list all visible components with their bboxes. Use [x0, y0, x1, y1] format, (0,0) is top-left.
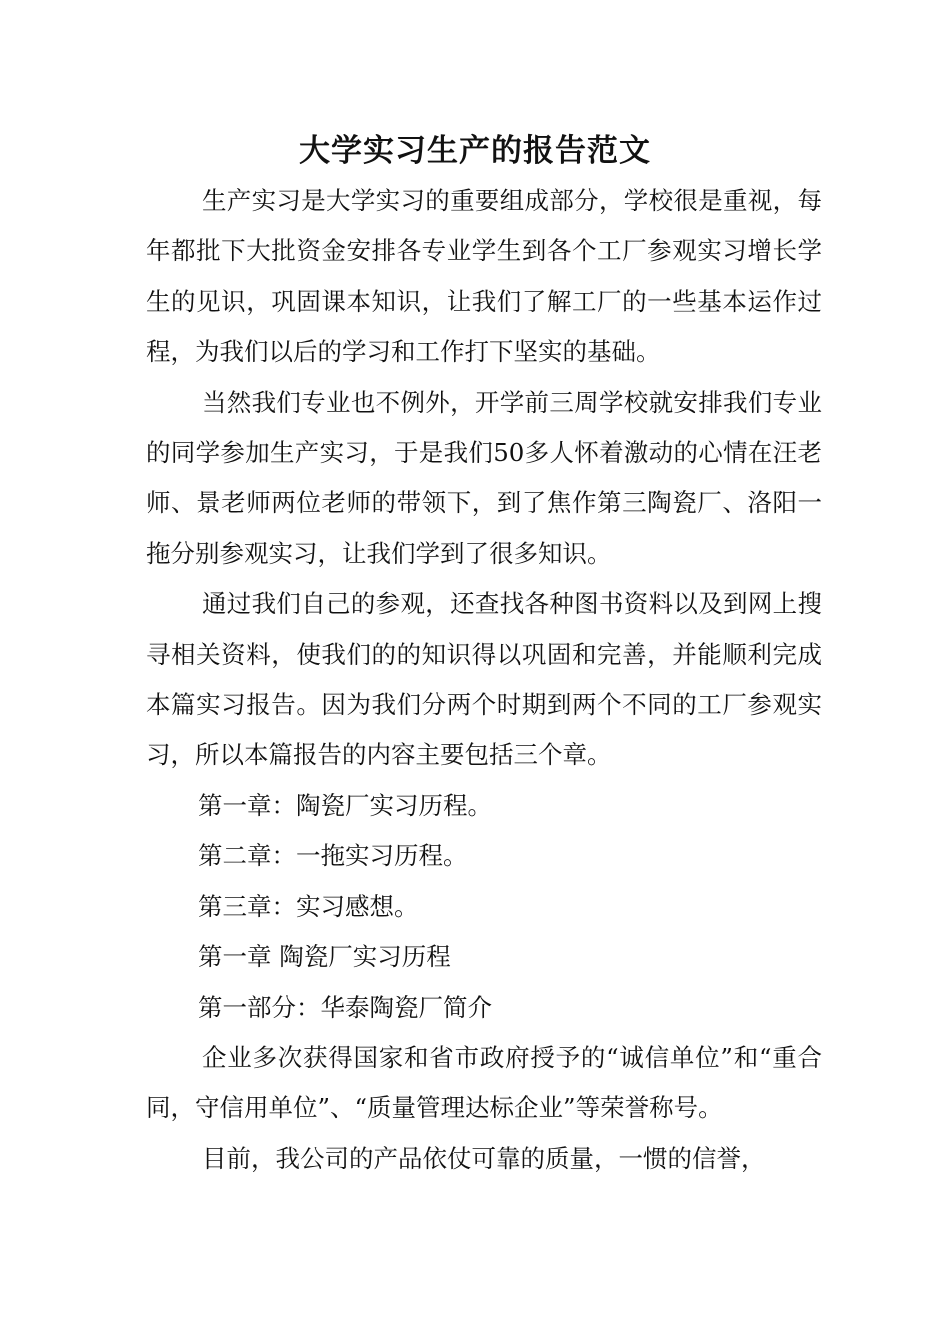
paragraph: 通过我们自己的参观，还查找各种图书资料以及到网上搜寻相关资料，使我们的的知识得以巩固和完善，并能顺利完成本篇实习报告。因为我们分两个时期到两个不同的工厂参观实习，所以本篇报告的内容主要包括三个章。: [146, 589, 822, 770]
section-heading: 第一部分：华泰陶瓷厂简介: [198, 992, 492, 1022]
paragraph: 目前，我公司的产品依仗可靠的质量，一惯的信誉，: [202, 1143, 766, 1173]
chapter-list-item: 第二章：一拖实习历程。: [198, 841, 468, 871]
document-body: [146, 176, 822, 1184]
chapter-list-item: 第三章：实习感想。: [198, 891, 419, 921]
paragraph: 生产实习是大学实习的重要组成部分，学校很是重视，每年都批下大批资金安排各专业学生到各个工厂参观实习增长学生的见识，巩固课本知识，让我们了解工厂的一些基本运作过程，为我们以后的学习和工作打下坚实的基础。: [146, 186, 822, 367]
paragraph: 企业多次获得国家和省市政府授予的“诚信单位”和“重合同，守信用单位”、“质量管理达标企业”等荣誉称号。: [146, 1042, 822, 1123]
chapter-heading: 第一章 陶瓷厂实习历程: [198, 942, 451, 972]
chapter-list-item: 第一章：陶瓷厂实习历程。: [198, 790, 492, 820]
paragraph: 当然我们专业也不例外，开学前三周学校就安排我们专业的同学参加生产实习，于是我们50多人怀着激动的心情在汪老师、景老师两位老师的带领下，到了焦作第三陶瓷厂、洛阳一拖分别参观实习，让我们学到了很多知识。: [146, 387, 822, 568]
document-title: 大学实习生产的报告范文: [299, 133, 651, 169]
